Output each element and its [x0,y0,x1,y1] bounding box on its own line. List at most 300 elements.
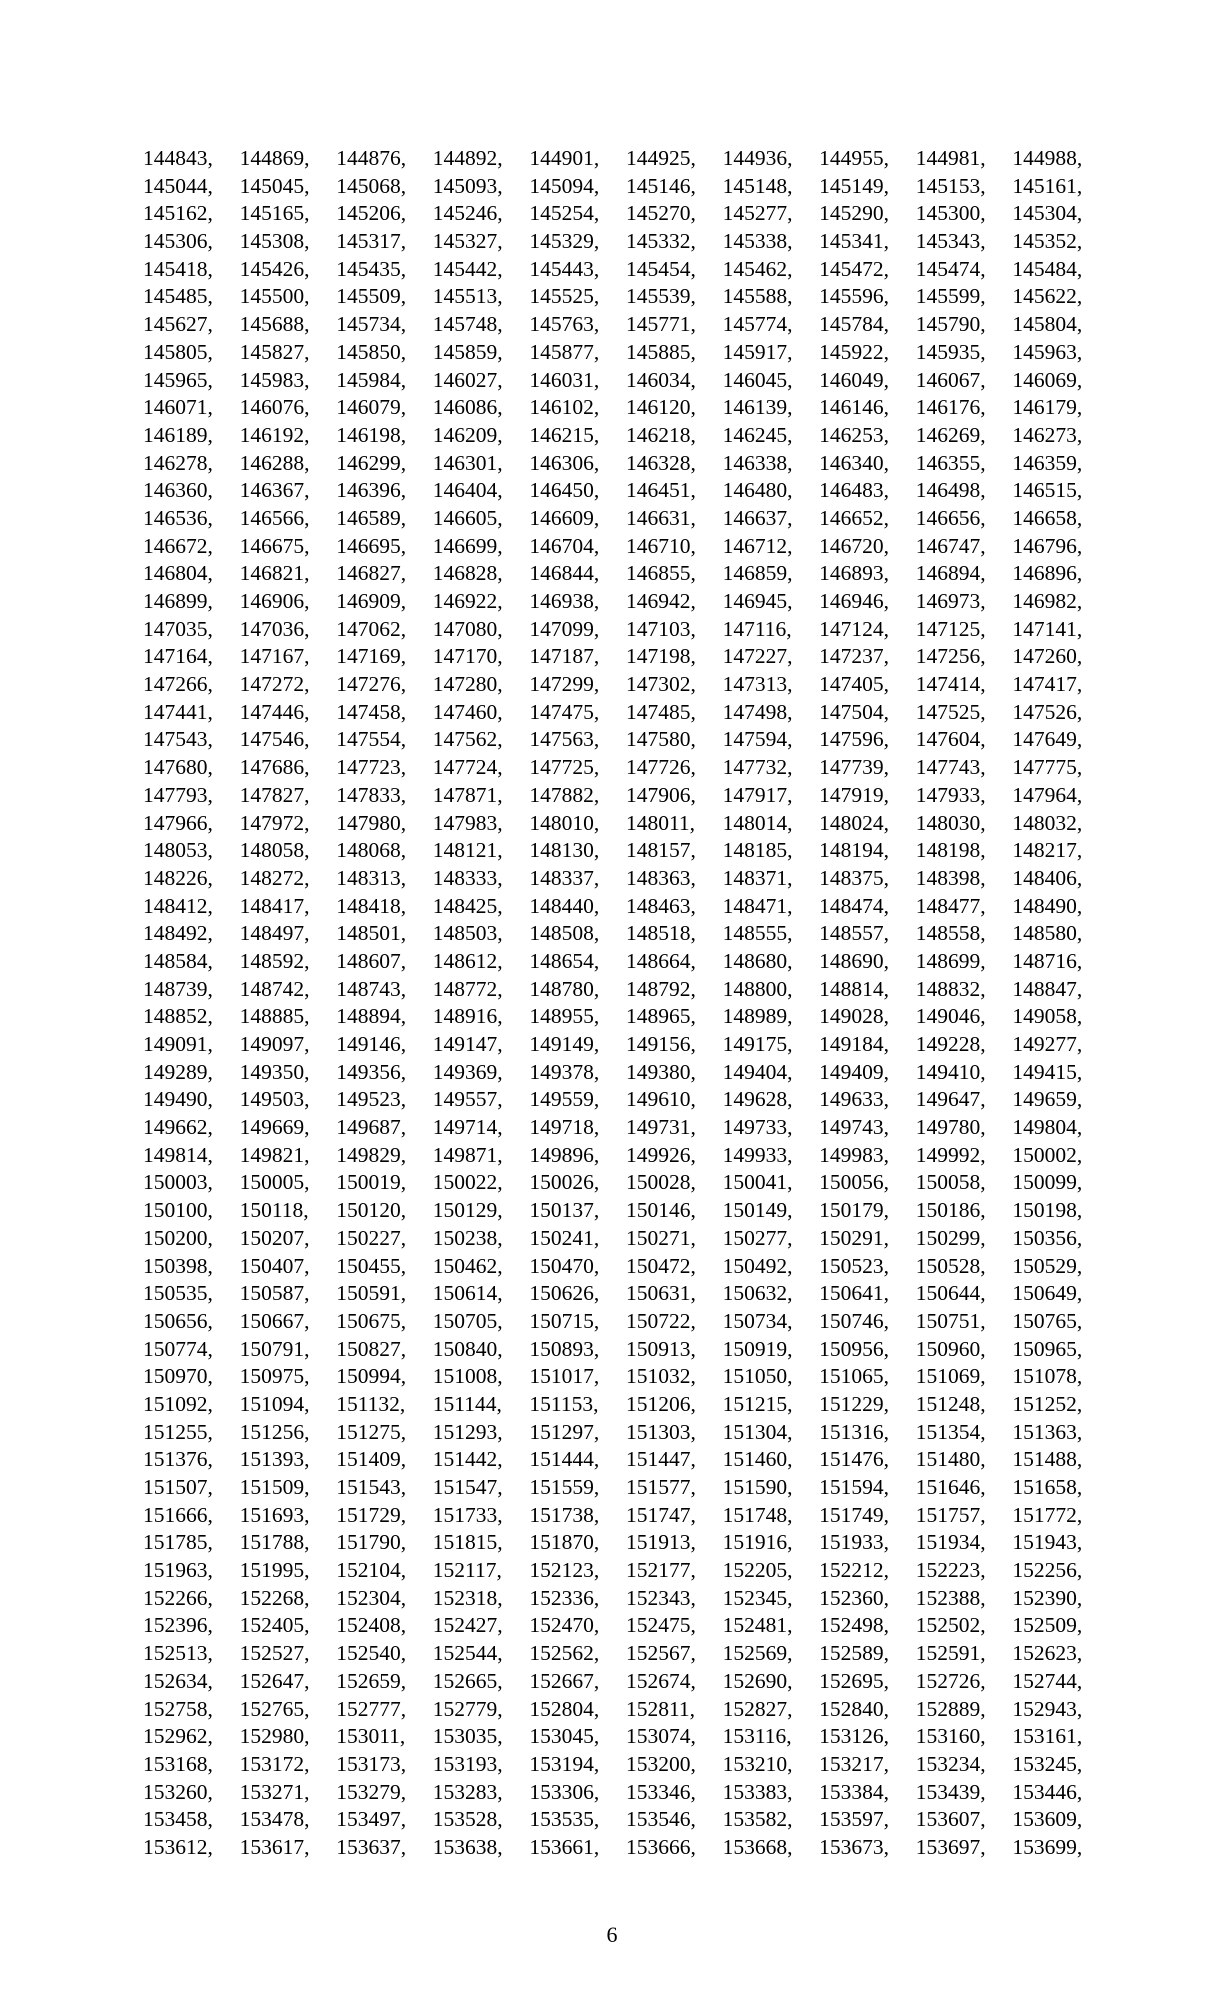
number-entry: 148518, [625,921,696,946]
number-entry: 150179, [819,1198,890,1223]
number-entry: 147266, [143,672,213,697]
number-entry: 146821, [239,561,310,586]
number-entry: 149149, [529,1032,600,1056]
number-entry: 145539, [625,284,696,309]
number-entry: 148463, [625,893,696,918]
number-entry: 148592, [239,948,310,973]
number-entry: 145304, [1012,201,1083,226]
number-entry: 147917, [722,782,793,807]
number-row [143,256,1103,284]
number-entry: 146566, [239,505,310,530]
number-entry: 145784, [819,312,890,337]
number-entry: 146945, [722,589,793,613]
number-entry: 144876, [336,146,407,170]
number-entry: 146120, [625,395,696,420]
number-entry: 147726, [625,755,696,780]
number-entry: 151050, [722,1364,793,1389]
number-entry: 146827, [336,561,407,586]
number-entry: 145790, [915,312,986,337]
number-entry: 150022, [432,1170,503,1195]
number-entry: 147775, [1012,755,1083,780]
number-entry: 145426, [239,256,310,281]
number-entry: 150765, [1012,1308,1083,1333]
number-entry: 145338, [722,229,793,254]
number-entry: 147964, [1012,782,1083,807]
number-entry: 152779, [432,1696,503,1721]
number-entry: 149557, [432,1087,503,1112]
number-entry: 145352, [1012,229,1083,254]
number-entry: 146828, [432,561,503,586]
number-entry: 146899, [143,589,213,613]
number-entry: 151447, [625,1447,696,1472]
number-entry: 147125, [915,616,986,641]
number-entry: 148584, [143,948,213,973]
number-entry: 146589, [336,505,407,530]
number-entry: 151480, [915,1447,986,1472]
number-entry: 147299, [529,672,600,697]
number-entry: 146273, [1012,422,1083,447]
number-row [143,1197,1103,1225]
number-entry: 149992, [915,1142,986,1167]
number-entry: 151913, [625,1530,696,1555]
number-entry: 146922, [432,589,503,613]
number-entry: 145149, [819,173,890,198]
number-entry: 147525, [915,699,986,724]
number-entry: 146192, [239,422,310,447]
number-entry: 145984, [336,367,407,392]
number-entry: 145485, [143,284,213,309]
number-entry: 146498, [915,478,986,503]
number-entry: 148814, [819,976,890,1001]
number-row [143,726,1103,754]
number-row [143,228,1103,256]
number-entry: 151772, [1012,1502,1083,1527]
number-entry: 145418, [143,256,213,281]
page-number: 6 [606,1922,618,1947]
number-entry: 146844, [529,561,600,586]
number-entry: 152943, [1012,1696,1083,1721]
number-entry: 153535, [529,1807,600,1832]
number-entry: 146076, [239,395,310,420]
number-entry: 151275, [336,1419,407,1444]
number-row [143,1696,1103,1724]
number-entry: 149559, [529,1087,600,1112]
number-entry: 150407, [239,1253,310,1278]
number-entry: 147460, [432,699,503,724]
number-entry: 147441, [143,699,213,724]
number-entry: 150649, [1012,1281,1083,1306]
number-entry: 148607, [336,948,407,973]
number-entry: 151376, [143,1447,213,1472]
number-entry: 145500, [239,284,310,309]
number-row [143,477,1103,505]
number-entry: 146045, [722,367,793,392]
number-row [143,1585,1103,1613]
number-entry: 150137, [529,1198,600,1223]
number-entry: 146859, [722,561,793,586]
number-entry: 151666, [143,1502,213,1527]
number-entry: 147080, [432,616,503,641]
number-entry: 151153, [529,1391,599,1416]
number-entry: 153609, [1012,1807,1083,1832]
number-entry: 148010, [529,810,600,835]
number-entry: 146712, [722,533,793,558]
number-entry: 153446, [1012,1779,1083,1804]
number-entry: 151748, [722,1502,793,1527]
number-row [143,1806,1103,1834]
number-entry: 146071, [143,395,213,420]
number-entry: 145850, [336,339,407,364]
number-entry: 151017, [529,1364,600,1389]
number-entry: 150994, [336,1364,407,1389]
number-entry: 151444, [529,1447,600,1472]
number-row [143,837,1103,865]
number-entry: 145734, [336,312,407,337]
number-entry: 152123, [529,1558,600,1583]
number-entry: 146896, [1012,561,1083,586]
number-entry: 152345, [722,1585,793,1610]
number-entry: 149228, [915,1032,986,1056]
number-entry: 153617, [239,1834,310,1859]
number-entry: 146658, [1012,505,1083,530]
number-entry: 153193, [432,1751,503,1776]
number-entry: 150523, [819,1253,890,1278]
number-entry: 150492, [722,1253,793,1278]
number-entry: 148198, [915,838,986,863]
number-entry: 147099, [529,616,600,641]
number-entry: 145627, [143,312,213,337]
number-entry: 149610, [625,1087,696,1112]
number-table [143,145,1103,1862]
number-entry: 146894, [915,561,986,586]
number-entry: 144955, [819,146,890,170]
number-row [143,588,1103,616]
number-entry: 153172, [239,1751,310,1776]
number-entry: 153260, [143,1779,213,1804]
number-entry: 147062, [336,616,407,641]
number-entry: 152540, [336,1641,407,1666]
number-entry: 146301, [432,450,503,475]
number-entry: 149503, [239,1087,310,1112]
number-entry: 151393, [239,1447,310,1472]
number-entry: 148742, [239,976,310,1001]
number-entry: 149028, [819,1004,890,1029]
number-entry: 151790, [336,1530,407,1555]
number-entry: 145254, [529,201,600,226]
number-entry: 146804, [143,561,213,586]
number-entry: 152475, [625,1613,696,1638]
number-entry: 150100, [143,1198,213,1223]
number-entry: 148032, [1012,810,1083,835]
number-entry: 148916, [432,1004,503,1029]
number-entry: 151215, [722,1391,793,1416]
number-entry: 149409, [819,1059,890,1084]
number-entry: 151206, [625,1391,696,1416]
number-entry: 145093, [432,173,503,198]
number-entry: 151693, [239,1502,310,1527]
number-entry: 152502, [915,1613,986,1638]
number-entry: 149896, [529,1142,600,1167]
number-entry: 146942, [625,589,696,613]
number-entry: 152104, [336,1558,407,1583]
number-row [143,1502,1103,1530]
number-entry: 151934, [915,1530,986,1555]
number-entry: 152591, [915,1641,986,1666]
number-row [143,1363,1103,1391]
number-entry: 151252, [1012,1391,1083,1416]
number-entry: 149147, [432,1032,503,1056]
number-entry: 145859, [432,339,503,364]
number-entry: 146720, [819,533,890,558]
number-entry: 145588, [722,284,793,309]
number-entry: 149659, [1012,1087,1083,1112]
number-entry: 145153, [915,173,986,198]
number-entry: 146652, [819,505,890,530]
number-entry: 148337, [529,865,600,890]
number-entry: 145246, [432,201,503,226]
number-entry: 149662, [143,1115,213,1140]
number-entry: 150675, [336,1308,407,1333]
number-entry: 148053, [143,838,213,863]
number-entry: 148157, [625,838,696,863]
number-entry: 144925, [625,146,696,170]
number-entry: 151646, [915,1475,986,1499]
number-entry: 145596, [819,284,890,309]
number-entry: 147276, [336,672,407,697]
number-entry: 147919, [819,782,890,807]
number-entry: 147743, [915,755,986,780]
number-entry: 144981, [915,146,986,170]
number-entry: 146102, [529,395,600,420]
number-entry: 150241, [529,1225,600,1250]
number-entry: 151943, [1012,1530,1083,1555]
number-row [143,560,1103,588]
number-entry: 153638, [432,1834,503,1859]
number-entry: 148612, [432,948,503,973]
number-entry: 151577, [625,1475,696,1499]
number-entry: 152405, [239,1613,310,1638]
number-entry: 152589, [819,1641,890,1666]
number-entry: 147405, [819,672,890,697]
number-entry: 148406, [1012,865,1083,890]
number-entry: 151488, [1012,1447,1083,1472]
number-entry: 147103, [625,616,696,641]
number-entry: 153194, [529,1751,600,1776]
number-entry: 144869, [239,146,310,170]
number-row [143,616,1103,644]
number-entry: 148440, [529,893,600,918]
number-entry: 149821, [239,1142,310,1167]
number-entry: 145068, [336,173,407,198]
number-entry: 153528, [432,1807,503,1832]
number-entry: 152336, [529,1585,600,1610]
number-entry: 152513, [143,1641,213,1666]
number-row [143,948,1103,976]
number-entry: 147580, [625,727,696,752]
number-entry: 152569, [722,1641,793,1666]
number-entry: 151248, [915,1391,986,1416]
number-entry: 149926, [625,1142,696,1167]
number-entry: 150041, [722,1170,793,1195]
number-entry: 150746, [819,1308,890,1333]
number-entry: 149780, [915,1115,986,1140]
number-entry: 150656, [143,1308,213,1333]
number-entry: 150722, [625,1308,696,1333]
number-entry: 152318, [432,1585,503,1610]
number-entry: 146069, [1012,367,1083,392]
number-row [143,1336,1103,1364]
number-entry: 148501, [336,921,407,946]
number-entry: 149714, [432,1115,503,1140]
number-entry: 152390, [1012,1585,1083,1610]
number-entry: 145300, [915,201,986,226]
number-entry: 152266, [143,1585,213,1610]
number-entry: 147594, [722,727,793,752]
number-entry: 145435, [336,256,407,281]
number-entry: 148580, [1012,921,1083,946]
number-entry: 148371, [722,865,793,890]
number-entry: 148555, [722,921,793,946]
number-row [143,1225,1103,1253]
number-entry: 146906, [239,589,310,613]
number-entry: 146451, [625,478,696,503]
number-entry: 148885, [239,1004,310,1029]
number-row [143,311,1103,339]
number-entry: 147604, [915,727,986,752]
number-entry: 150751, [915,1308,986,1333]
number-entry: 152695, [819,1668,890,1693]
number-entry: 150774, [143,1336,213,1361]
number-entry: 149633, [819,1087,890,1112]
number-entry: 148121, [432,838,503,863]
number-entry: 145827, [239,339,310,364]
number-entry: 148014, [722,810,793,835]
number-entry: 151094, [239,1391,310,1416]
number-entry: 151785, [143,1530,213,1555]
number-entry: 145206, [336,201,407,226]
number-entry: 152223, [915,1558,986,1583]
number-entry: 149091, [143,1032,213,1056]
number-entry: 152256, [1012,1558,1083,1583]
number-row [143,782,1103,810]
number-entry: 147280, [432,672,503,697]
number-entry: 153458, [143,1807,213,1832]
number-entry: 149415, [1012,1059,1083,1084]
number-entry: 148955, [529,1004,600,1029]
number-entry: 153045, [529,1724,600,1749]
number-entry: 145454, [625,256,696,281]
number-entry: 153126, [819,1724,890,1749]
number-entry: 150827, [336,1336,407,1361]
number-row [143,367,1103,395]
number-entry: 149289, [143,1059,213,1084]
number-entry: 149523, [336,1087,407,1112]
number-entry: 151293, [432,1419,503,1444]
number-entry: 151733, [432,1502,503,1527]
number-entry: 146855, [625,561,696,586]
number-entry: 145513, [432,284,503,309]
number-entry: 145965, [143,367,213,392]
number-entry: 146027, [432,367,503,392]
number-entry: 145474, [915,256,986,281]
number-entry: 151815, [432,1530,503,1555]
number-entry: 148989, [722,1004,793,1029]
number-entry: 148130, [529,838,600,863]
number-entry: 153582, [722,1807,793,1832]
number-entry: 145763, [529,312,600,337]
number-entry: 148068, [336,838,407,863]
number-entry: 147302, [625,672,696,697]
number-entry: 148313, [336,865,407,890]
number-entry: 153245, [1012,1751,1083,1776]
number-entry: 145317, [336,229,407,254]
number-entry: 145148, [722,173,793,198]
number-entry: 146710, [625,533,696,558]
number-entry: 148680, [722,948,793,973]
number-entry: 146359, [1012,450,1083,475]
number-entry: 146909, [336,589,407,613]
number-entry: 153383, [722,1779,793,1804]
number-row [143,1169,1103,1197]
number-entry: 152177, [625,1558,696,1583]
number-entry: 147272, [239,672,310,697]
number-entry: 148226, [143,865,213,890]
number-entry: 151507, [143,1475,213,1499]
number-entry: 146198, [336,422,407,447]
number-row [143,533,1103,561]
number-entry: 146049, [819,367,890,392]
number-entry: 145885, [625,339,696,364]
number-row [143,145,1103,173]
number-entry: 147141, [1012,616,1083,641]
number-row [143,1031,1103,1059]
number-entry: 148780, [529,976,600,1001]
number-row [143,1612,1103,1640]
number-entry: 147526, [1012,699,1083,724]
number-entry: 149046, [915,1004,986,1029]
number-entry: 146269, [915,422,986,447]
number-row [143,893,1103,921]
number-entry: 150019, [336,1170,407,1195]
number-entry: 148477, [915,893,986,918]
number-entry: 149097, [239,1032,310,1056]
number-entry: 146299, [336,450,407,475]
number-entry: 146340, [819,450,890,475]
number-entry: 153200, [625,1751,696,1776]
number-entry: 153210, [722,1751,793,1776]
number-entry: 151916, [722,1530,793,1555]
number-entry: 147485, [625,699,696,724]
number-entry: 148699, [915,948,986,973]
number-entry: 151304, [722,1419,793,1444]
number-entry: 146209, [432,422,503,447]
number-entry: 146747, [915,533,986,558]
number-entry: 150238, [432,1225,503,1250]
number-row [143,920,1103,948]
number-entry: 148664, [625,948,696,973]
number-row [143,699,1103,727]
number-entry: 148965, [625,1004,696,1029]
number-entry: 150641, [819,1281,890,1306]
number-row [143,1086,1103,1114]
number-entry: 151729, [336,1502,407,1527]
number-entry: 153271, [239,1779,310,1804]
number-entry: 146704, [529,533,600,558]
number-entry: 153384, [819,1779,890,1804]
number-entry: 152634, [143,1668,213,1693]
number-entry: 146404, [432,478,503,503]
number-entry: 150535, [143,1281,213,1306]
